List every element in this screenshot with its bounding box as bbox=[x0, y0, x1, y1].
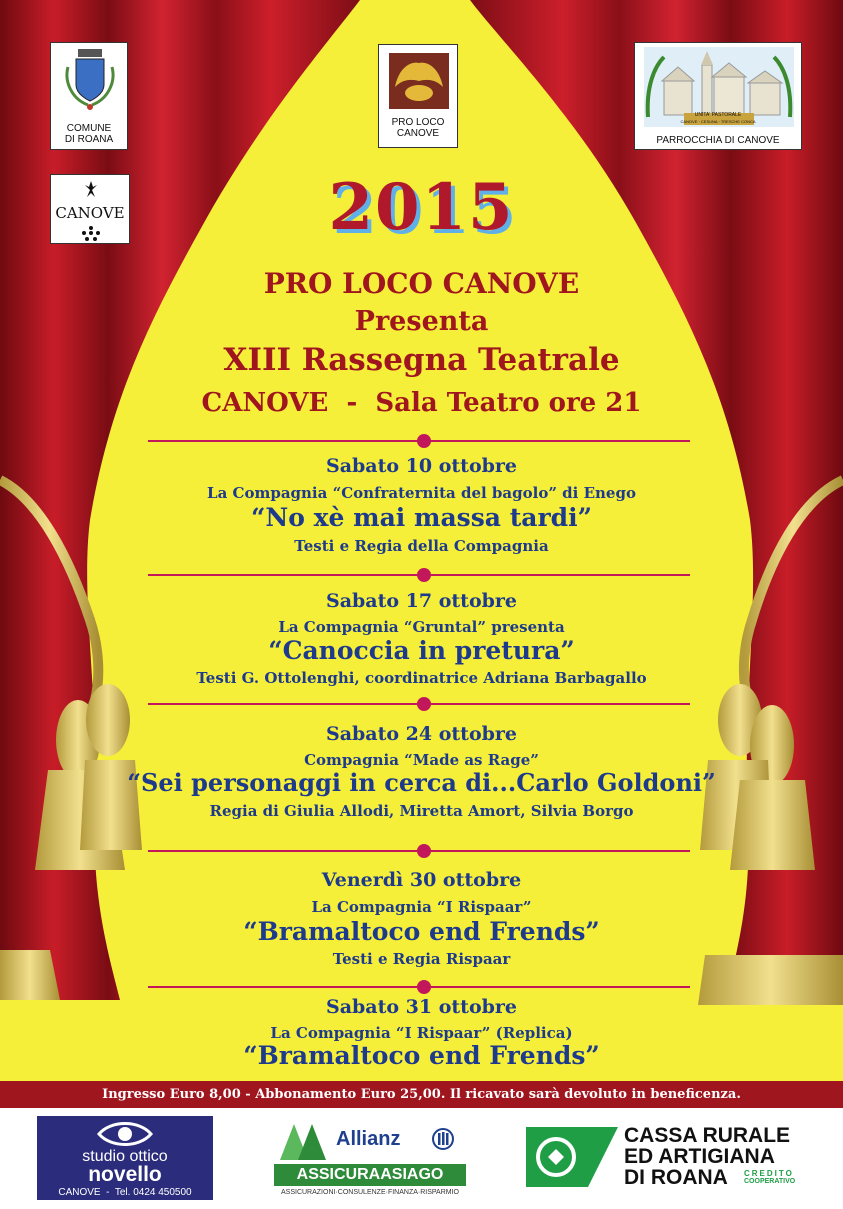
parrocchia-logo bbox=[634, 42, 802, 150]
event-credits: Testi e Regia della Compagnia bbox=[294, 537, 549, 555]
event-title: “No xè mai massa tardi” bbox=[251, 503, 592, 532]
event-credits: Testi G. Ottolenghi, coordinatrice Adriana Barbagallo bbox=[196, 669, 647, 687]
divider-dot bbox=[417, 434, 431, 448]
divider-dot bbox=[417, 697, 431, 711]
bank-tag2: COOPERATIVO bbox=[744, 1178, 796, 1185]
event-series-title: XIII Rassegna Teatrale bbox=[223, 342, 620, 378]
allianz-sponsor bbox=[274, 1116, 466, 1202]
parrocchia-sub: CANOVE · CESUNA · TRESCHE CONCA bbox=[680, 119, 756, 124]
event-company: La Compagnia “I Rispaar” bbox=[311, 898, 532, 916]
pro-loco-label: PRO LOCO CANOVE bbox=[391, 117, 445, 139]
divider-dot bbox=[417, 568, 431, 582]
assicura-asiago-text: ASSICURAASIAGO bbox=[274, 1164, 466, 1186]
winged-lion-icon bbox=[389, 53, 449, 109]
event-company: La Compagnia “Gruntal” presenta bbox=[278, 618, 565, 636]
studio-ottico-sponsor bbox=[37, 1116, 213, 1200]
event-title: “Bramaltoco end Frends” bbox=[243, 917, 600, 946]
optician-line1: studio ottico bbox=[82, 1148, 168, 1165]
parrocchia-banner: UNITA' PASTORALE bbox=[694, 112, 742, 118]
parrocchia-label: PARROCCHIA DI CANOVE bbox=[656, 135, 780, 146]
event-company: Compagnia “Made as Rage” bbox=[304, 751, 539, 769]
venue-line: CANOVE - Sala Teatro ore 21 bbox=[201, 388, 642, 418]
cassa-rurale-sponsor bbox=[526, 1124, 812, 1190]
event-title: “Sei personaggi in cerca di...Carlo Goldoni” bbox=[127, 768, 716, 797]
optician-contact: CANOVE - Tel. 0424 450500 bbox=[58, 1187, 192, 1198]
presenta-text: Presenta bbox=[354, 306, 489, 337]
pro-loco-logo bbox=[378, 44, 458, 148]
allianz-text: Allianz bbox=[336, 1128, 401, 1150]
optician-line2: novello bbox=[88, 1163, 162, 1186]
organizer-title: PRO LOCO CANOVE bbox=[263, 267, 580, 300]
divider-dot bbox=[417, 980, 431, 994]
event-date: Sabato 24 ottobre bbox=[325, 723, 518, 745]
bank-line2: ED ARTIGIANA bbox=[624, 1145, 775, 1168]
event-company: La Compagnia “I Rispaar” (Replica) bbox=[270, 1024, 573, 1042]
bank-tag1: CREDITO bbox=[744, 1169, 794, 1178]
cassa-rurale-logo-icon bbox=[526, 1127, 618, 1187]
event-date: Sabato 10 ottobre bbox=[325, 455, 518, 477]
event-date: Sabato 31 ottobre bbox=[325, 996, 518, 1018]
divider-dot bbox=[417, 844, 431, 858]
ticket-info-bar: Ingresso Euro 8,00 - Abbonamento Euro 25,00. Il ricavato sarà devoluto in beneficenza. bbox=[0, 1081, 843, 1108]
event-credits: Testi e Regia Rispaar bbox=[332, 950, 511, 968]
aa-logo-icon bbox=[278, 1122, 328, 1162]
bank-line3: DI ROANA bbox=[624, 1166, 728, 1189]
event-credits: Regia di Giulia Allodi, Miretta Amort, Silvia Borgo bbox=[209, 802, 634, 820]
event-title: “Canoccia in pretura” bbox=[268, 636, 575, 665]
event-title: “Bramaltoco end Frends” bbox=[243, 1041, 600, 1070]
event-date: Venerdì 30 ottobre bbox=[321, 869, 522, 891]
comune-label: COMUNE DI ROANA bbox=[64, 123, 114, 145]
eye-icon bbox=[95, 1120, 155, 1148]
year-title: 2015 bbox=[328, 170, 515, 245]
coat-of-arms-icon bbox=[60, 47, 120, 113]
assicura-sub-text: ASSICURAZIONI·CONSULENZE·FINANZA·RISPARMIO bbox=[281, 1189, 459, 1196]
event-company: La Compagnia “Confraternita del bagolo” di Enego bbox=[207, 484, 636, 502]
event-date: Sabato 17 ottobre bbox=[325, 590, 518, 612]
bank-line1: CASSA RURALE bbox=[624, 1124, 791, 1147]
comune-di-roana-logo bbox=[50, 42, 128, 150]
canove-label: CANOVE bbox=[55, 204, 125, 222]
allianz-eagle-icon bbox=[432, 1128, 454, 1150]
